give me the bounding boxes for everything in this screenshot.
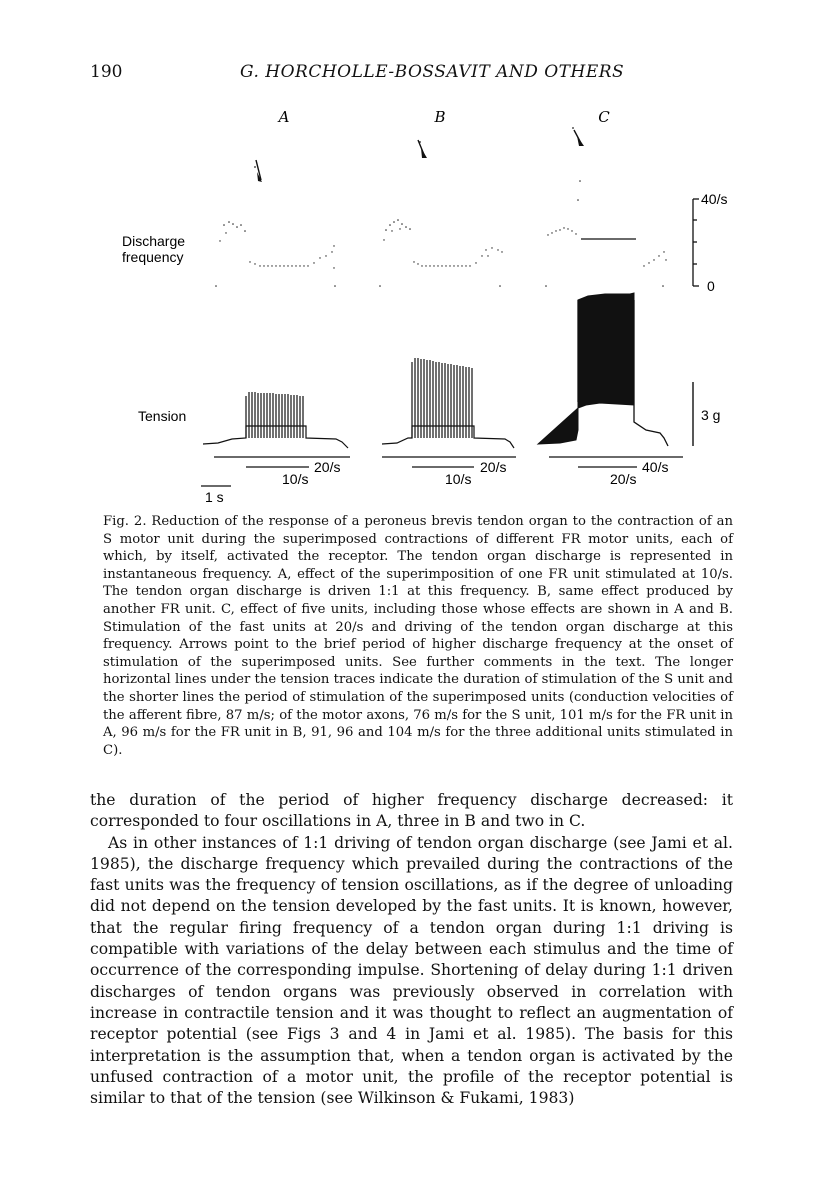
page-header xyxy=(90,62,726,88)
panel-label-b: B xyxy=(434,108,446,126)
panel-label-c: C xyxy=(598,108,610,126)
discharge-trace-c xyxy=(545,127,667,287)
tension-scale-label: 3 g xyxy=(701,407,721,423)
arrow-icon xyxy=(574,130,584,146)
arrow-icon xyxy=(256,160,262,182)
body-paragraph-1: the duration of the period of higher frequency discharge decreased: it corresponded to four oscillations in A, three in B and two in C. xyxy=(90,791,733,831)
tension-trace-a xyxy=(203,392,348,448)
page-number: 190 xyxy=(90,62,123,82)
stim-rate-lower-c: 20/s xyxy=(610,471,637,487)
stim-rate-upper-b: 20/s xyxy=(480,459,507,475)
discharge-label-line2: frequency xyxy=(122,249,184,265)
figure-2-graphic xyxy=(0,100,816,510)
running-title: G. HORCHOLLE-BOSSAVIT AND OTHERS xyxy=(240,62,625,82)
body-paragraph-2: As in other instances of 1:1 driving of tendon organ discharge (see Jami et al. 1985), the discharge frequency which prevailed during the contractions of the fast units was the frequency of tension oscillations, as if the degree of unloading did not depend on the tension developed by the fast units. It is known, however, that the regular firing frequency of a tendon organ during 1:1 driving is compatible with variations of the delay between each stimulus and the time of occurrence of the corresponding impulse. Shortening of delay during 1:1 driven discharges of tendon organs was previously observed in correlation with increase in contractile tension and it was thought to reflect an augmentation of receptor potential (see Figs 3 and 4 in Jami et al. 1985). The basis for this interpretation is the assumption that, when a tendon organ is activated by the unfused contraction of a motor unit, the profile of the receptor potential is similar to that of the tension (see Wilkinson & Fukami, 1983) xyxy=(90,833,733,1108)
figure-caption: Fig. 2. Reduction of the response of a peroneus brevis tendon organ to the contraction of an S motor unit during the superimposed contractions of different FR motor units, each of which, by itself, activated the receptor. The tendon organ discharge is represented in instantaneous frequency. A, effect of the superimposition of one FR unit stimulated at 10/s. The tendon organ discharge is driven 1:1 at this frequency. B, same effect produced by another FR unit. C, effect of five units, including those whose effects are shown in A and B. Stimulation of the fast units at 20/s and driving of the tendon organ discharge at this frequency. Arrows point to the brief period of higher discharge frequency at the onset of stimulation of the superimposed units. See further comments in the text. The longer horizontal lines under the tension traces indicate the duration of stimulation of the S unit and the shorter lines the period of stimulation of the superimposed units (conduction velocities of the afferent fibre, 87 m/s; of the motor axons, 76 m/s for the S unit, 101 m/s for the FR unit in A, 96 m/s for the FR unit in B, 91, 96 and 104 m/s for the three additional units stimulated in C). xyxy=(103,514,733,758)
arrow-icon xyxy=(418,140,427,158)
discharge-label-line1: Discharge xyxy=(122,233,186,249)
panel-label-a: A xyxy=(278,108,290,126)
figure-2 xyxy=(0,100,816,510)
stim-rate-lower-a: 10/s xyxy=(282,471,309,487)
tension-trace-b xyxy=(382,358,514,448)
tension-label: Tension xyxy=(138,408,187,424)
stim-rate-upper-c: 40/s xyxy=(642,459,669,475)
time-scale-label: 1 s xyxy=(205,489,224,505)
tension-trace-c xyxy=(538,293,668,446)
stim-rate-lower-b: 10/s xyxy=(445,471,472,487)
stim-rate-upper-a: 20/s xyxy=(314,459,341,475)
frequency-scale-bar xyxy=(693,199,699,286)
discharge-trace-b xyxy=(379,141,502,287)
frequency-scale-bottom: 0 xyxy=(707,278,715,294)
discharge-trace-a xyxy=(215,166,336,287)
frequency-scale-top: 40/s xyxy=(701,191,728,207)
body-text xyxy=(90,790,733,1109)
